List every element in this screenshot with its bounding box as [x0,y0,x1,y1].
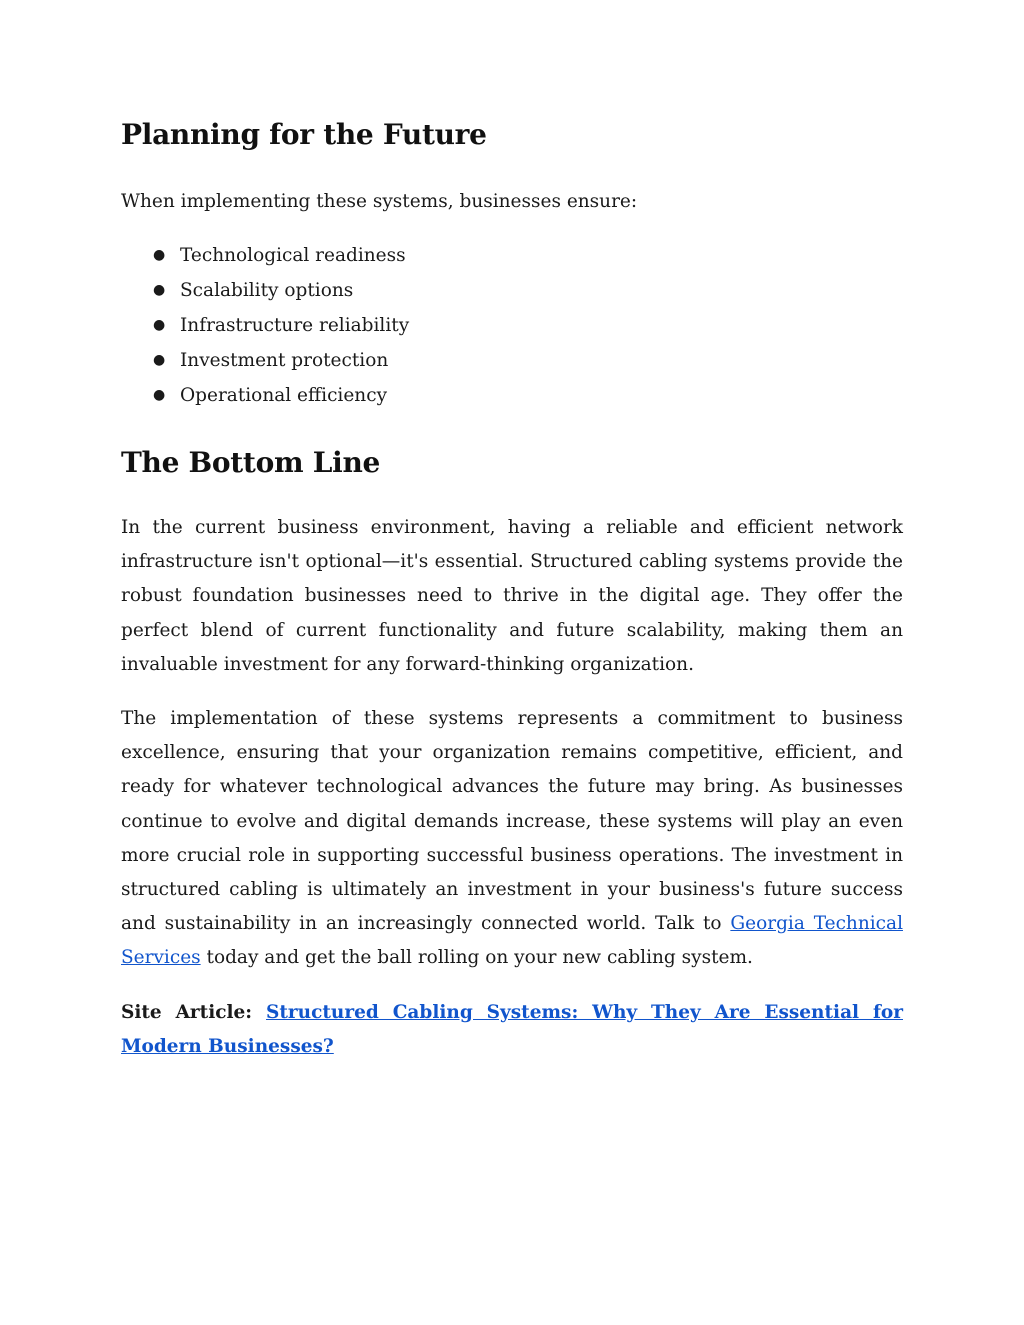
site-article-link[interactable]: Structured Cabling Systems: Why They Are Essential for Modern Businesses? [121,1002,903,1058]
list-item-text: Scalability options [180,280,354,301]
bullet-icon: ● [153,317,166,333]
paragraph-text-before-link: The implementation of these systems represents a commitment to business excellence, ensuring that your organization remains competitive, efficient, and ready for whatever technological advances the future may bring. As businesses continue to evolve and digital demands increase, these systems will play an even more crucial role in supporting successful business operations. The investment in structured cabling is ultimately an investment in your business's future success and sustainability in an increasingly connected world. Talk to [121,708,903,935]
list-item-text: Operational efficiency [180,385,388,406]
bullet-icon: ● [153,387,166,403]
paragraph-text-after-link: today and get the ball rolling on your new cabling system. [200,947,753,969]
heading-planning-for-the-future: Planning for the Future [121,118,487,151]
site-article-line [121,996,903,1064]
intro-text: When implementing these systems, businesses ensure: [121,191,638,212]
list-item [121,238,409,273]
list-item-text: Infrastructure reliability [180,315,410,336]
bullet-icon: ● [153,352,166,368]
site-article-label: Site Article: [121,1002,253,1023]
list-item [121,378,409,413]
bullet-list [121,238,409,413]
list-item [121,273,409,308]
paragraph-bottom-line-2 [121,702,903,976]
bullet-icon: ● [153,247,166,263]
georgia-technical-services-link[interactable]: Georgia Technical Services [121,913,903,969]
list-item [121,308,409,343]
paragraph-bottom-line-1: In the current business environment, having a reliable and efficient network infrastructure isn't optional—it's essential. Structured cabling systems provide the robust foundation businesses need to thrive in the digital age. They offer the perfect blend of current functionality and future scalability, making them an invaluable investment for any forward-thinking organization. [121,517,903,675]
list-item-text: Technological readiness [180,245,406,266]
list-item [121,343,409,378]
list-item-text: Investment protection [180,350,389,371]
heading-the-bottom-line: The Bottom Line [121,446,381,479]
bullet-icon: ● [153,282,166,298]
